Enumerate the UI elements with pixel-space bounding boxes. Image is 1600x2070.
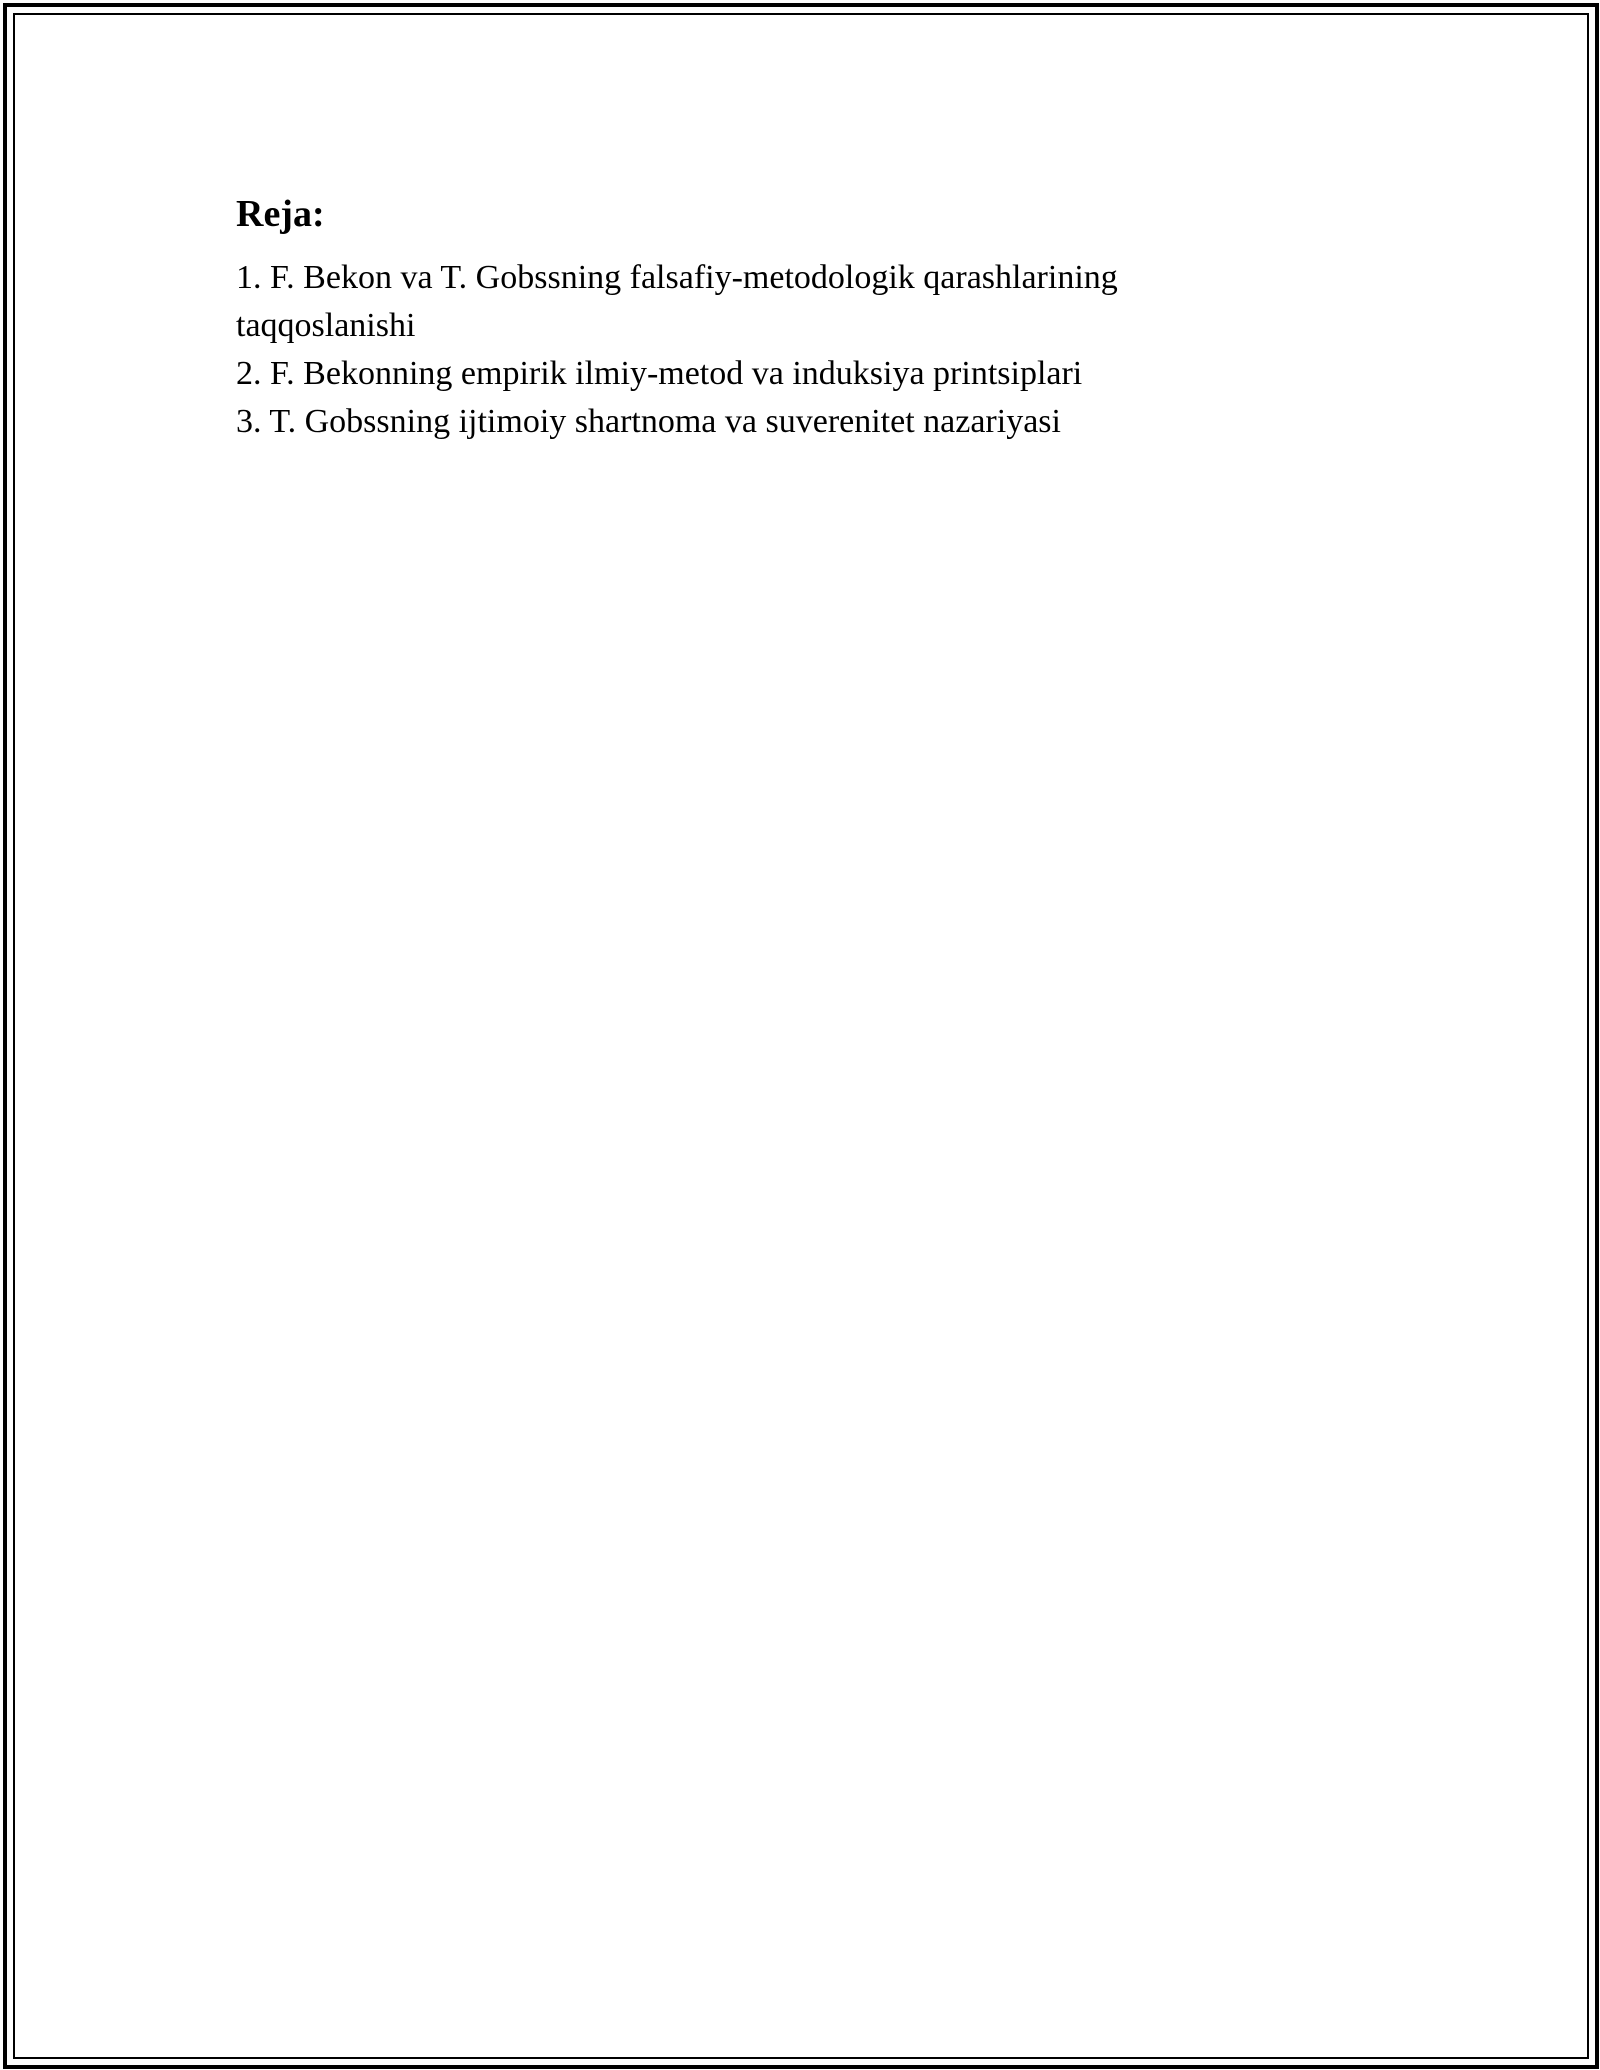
plan-item-3: 3. T. Gobssning ijtimoiy shartnoma va suverenitet nazariyasi: [236, 403, 1061, 440]
plan-title: Reja:: [236, 193, 325, 235]
plan-item-1: 1. F. Bekon va T. Gobssning falsafiy-metodologik qarashlarining taqqoslanishi: [236, 259, 1118, 344]
plan-item-2: 2. F. Bekonning empirik ilmiy-metod va induksiya printsiplari: [236, 355, 1083, 392]
document-body: [236, 186, 1246, 446]
plan-list: [236, 254, 1246, 446]
